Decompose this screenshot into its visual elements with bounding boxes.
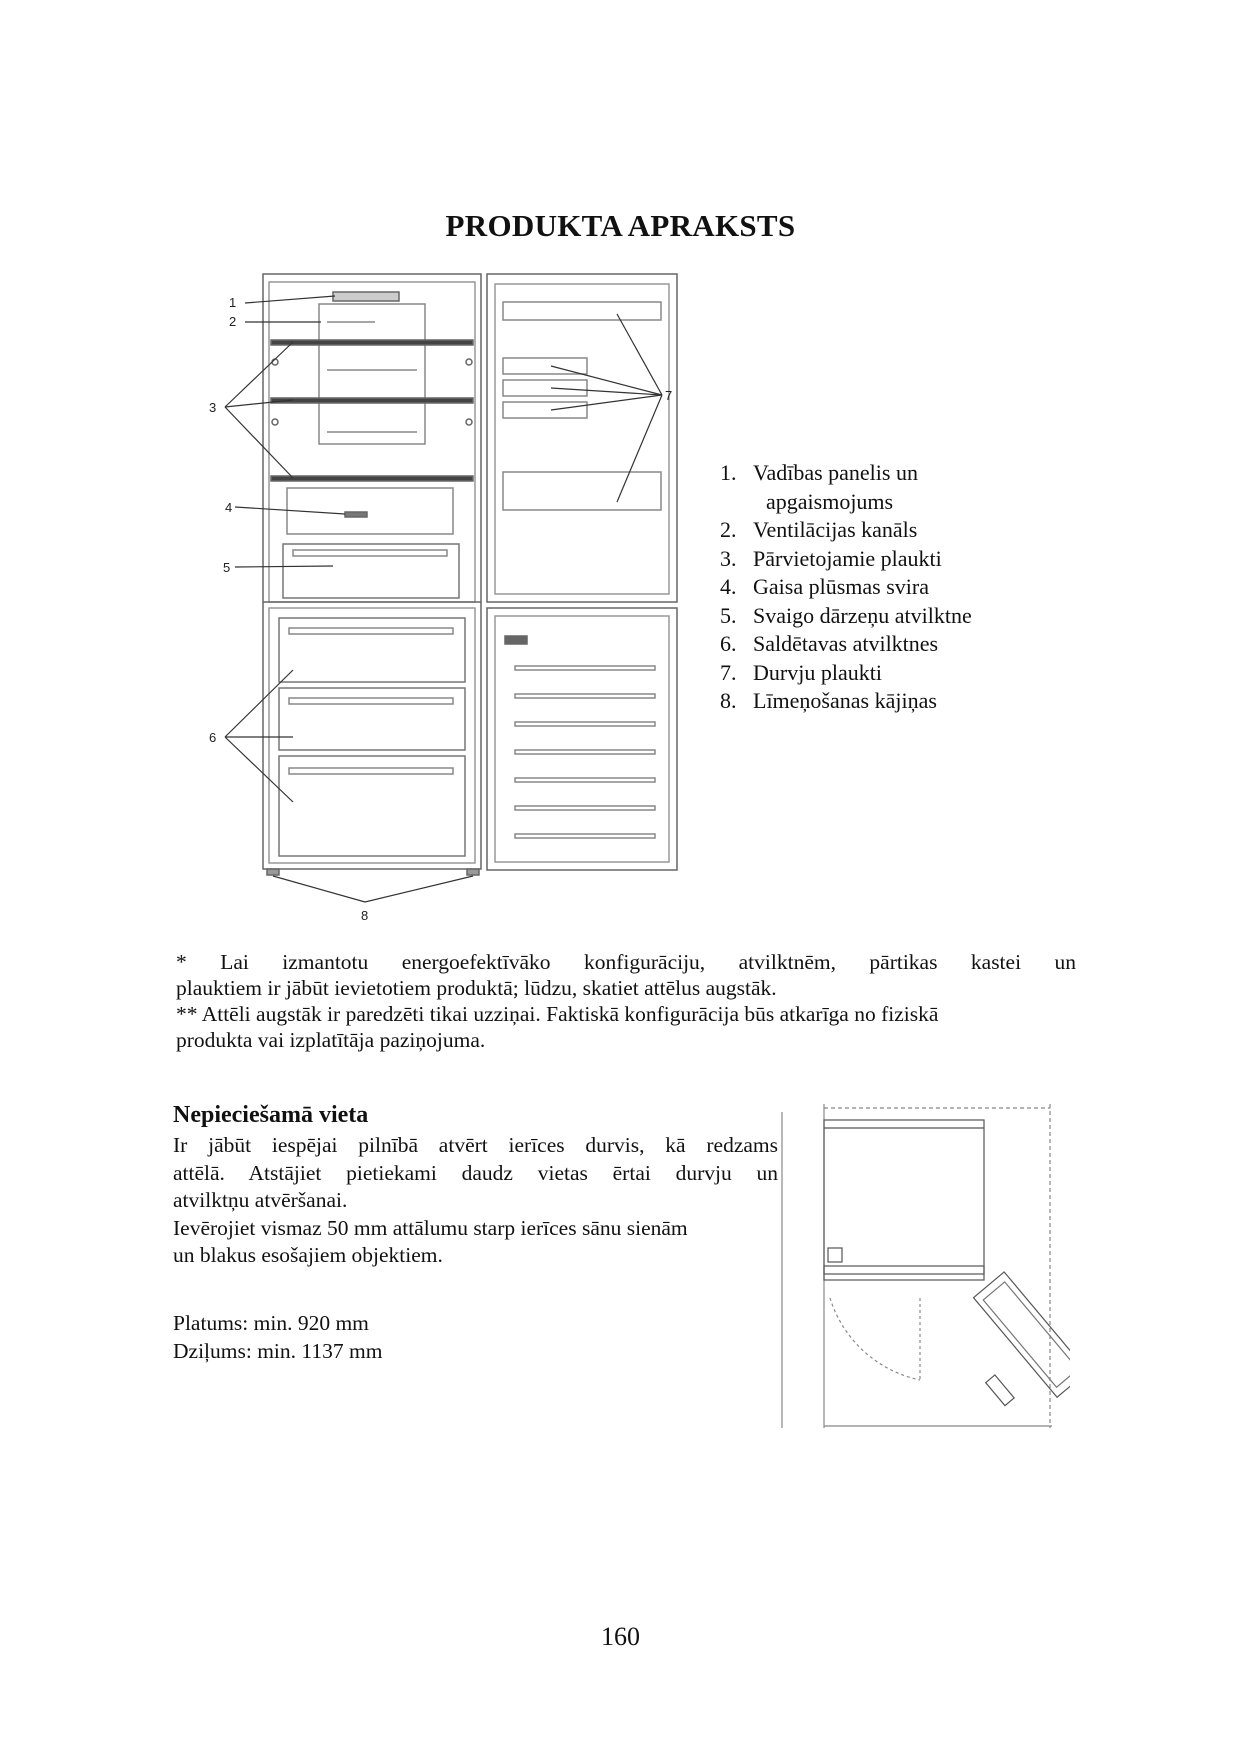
space-line-2: attēlā. Atstājiet pietiekami daudz vietas ērtai durvju un <box>173 1160 778 1185</box>
callout-7: 7 <box>665 388 673 403</box>
callout-2: 2 <box>229 314 237 329</box>
legend-number: 5. <box>720 602 737 628</box>
legend-text: apgaismojums <box>766 488 894 514</box>
page-number: 160 <box>601 1622 640 1651</box>
note-1-line-2: plauktiem ir jābūt ievietotiem produktā; lūdzu, skatiet attēlus augstāk. <box>176 976 777 1000</box>
note-2-line-1: ** Attēli augstāk ir paredzēti tikai uzziņai. Faktiskā konfigurācija būs atkarīga no fiziskā <box>176 1002 939 1026</box>
legend-text: Gaisa plūsmas svira <box>753 574 929 599</box>
dimensions <box>173 1310 382 1365</box>
callout-8: 8 <box>361 908 369 923</box>
callout-3: 3 <box>209 400 217 415</box>
legend-item <box>720 630 1050 659</box>
fridge-diagram <box>205 262 680 930</box>
space-line-5: un blakus esošajiem objektiem. <box>173 1243 443 1267</box>
legend-item <box>720 545 1050 574</box>
legend-item <box>720 459 1050 488</box>
legend-number: 4. <box>720 574 737 599</box>
callout-5: 5 <box>223 560 231 575</box>
space-line-4: Ievērojiet vismaz 50 mm attālumu starp ierīces sānu sienām <box>173 1215 688 1240</box>
legend-text: Līmeņošanas kājiņas <box>753 688 937 713</box>
section-heading: Nepieciešamā vieta <box>173 1102 369 1128</box>
legend-item <box>720 602 1050 631</box>
legend-number: 3. <box>720 545 737 571</box>
clearance-diagram <box>770 1098 1070 1438</box>
page-title: PRODUKTA APRAKSTS <box>445 208 796 243</box>
note-2-line-2: produkta vai izplatītāja paziņojuma. <box>176 1028 486 1052</box>
legend-item <box>720 687 1050 716</box>
legend-text: Pārvietojamie plaukti <box>753 545 942 571</box>
space-line-3: atvilktņu atvēršanai. <box>173 1188 348 1212</box>
min-depth: Dziļums: min. 1137 mm <box>173 1338 383 1363</box>
space-line-1: Ir jābūt iespējai pilnībā atvērt ierīces durvis, kā redzams <box>173 1133 778 1157</box>
parts-legend <box>720 459 1050 716</box>
legend-number: 1. <box>720 460 737 485</box>
callout-6: 6 <box>209 730 217 745</box>
legend-text: Vadības panelis un <box>753 460 918 485</box>
legend-item <box>720 516 1050 545</box>
legend-text: Durvju plaukti <box>753 659 882 685</box>
legend-number: 7. <box>720 659 737 685</box>
legend-number: 6. <box>720 631 737 656</box>
legend-item <box>720 573 1050 602</box>
legend-item <box>720 659 1050 688</box>
legend-text: Svaigo dārzeņu atvilktne <box>753 602 972 628</box>
legend-item-continuation <box>720 488 1050 517</box>
legend-number: 2. <box>720 517 737 542</box>
space-paragraph <box>173 1132 778 1270</box>
legend-number: 8. <box>720 688 737 713</box>
callout-1: 1 <box>229 295 237 310</box>
min-width: Platums: min. 920 mm <box>173 1311 369 1335</box>
callout-4: 4 <box>225 500 233 515</box>
legend-text: Ventilācijas kanāls <box>753 517 918 542</box>
note-1-line-1: * Lai izmantotu energoefektīvāko konfigurāciju, atvilktnēm, pārtikas kastei un <box>176 950 1076 974</box>
legend-text: Saldētavas atvilktnes <box>753 631 939 656</box>
notes <box>176 949 1076 1053</box>
